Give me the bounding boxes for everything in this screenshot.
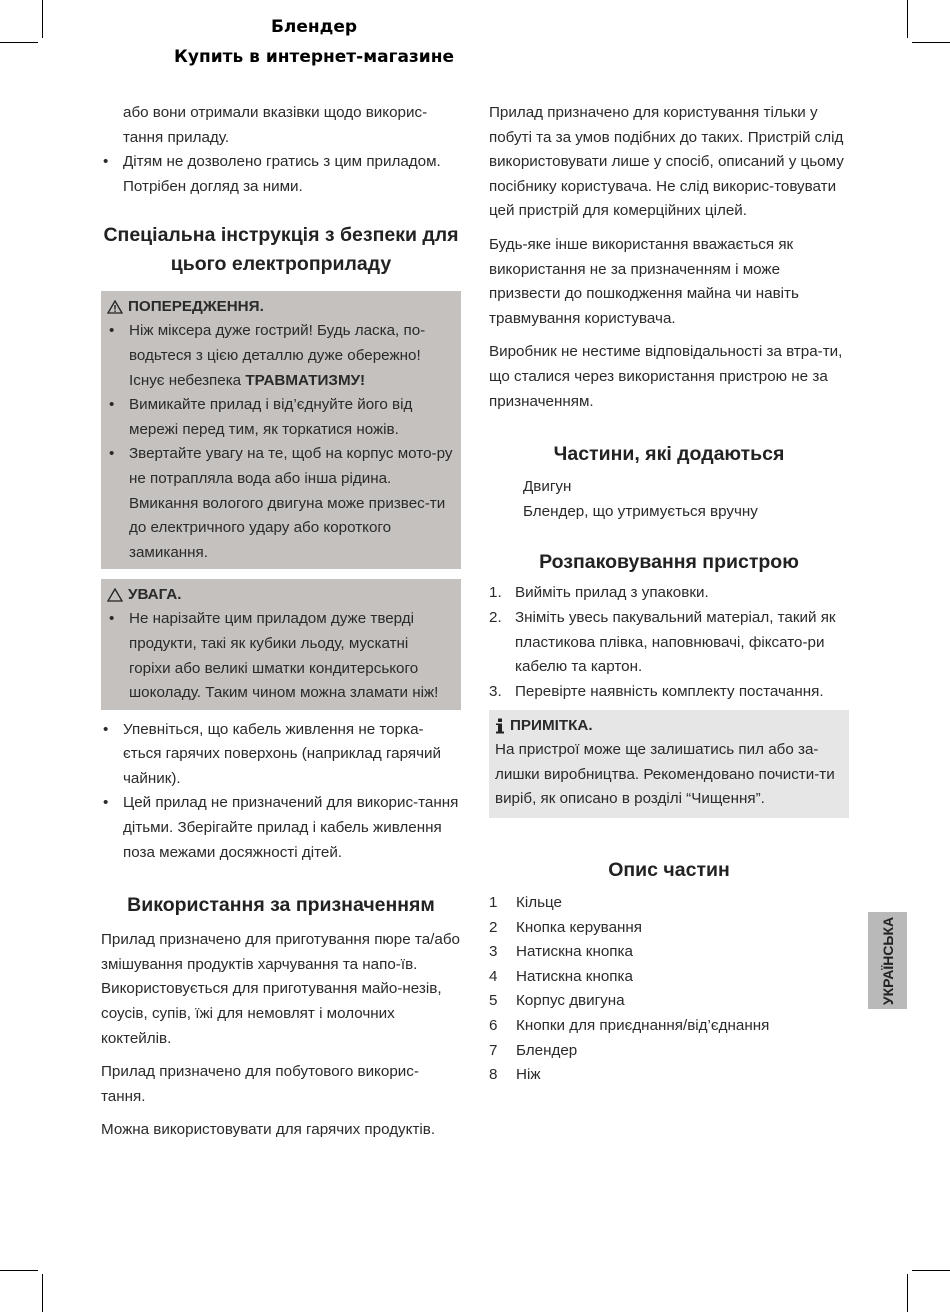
section-heading-included-parts: Частини, які додаються bbox=[553, 443, 785, 466]
section-heading-intended-use: Використання за призначенням bbox=[127, 894, 435, 917]
language-tab bbox=[868, 912, 907, 1009]
unpack-step bbox=[489, 581, 849, 606]
warning-item: • Звертайте увагу на те, щоб на корпус мото-ру не потрапляла вода або інша рідина. Вмикання вологого двигуна може призвес-ти до електричного удару або короткого замикання. bbox=[107, 442, 453, 565]
part-number: 5 bbox=[489, 992, 498, 1010]
part-item bbox=[489, 1063, 849, 1088]
part-number: 8 bbox=[489, 1066, 498, 1084]
page-header-title: Блендер bbox=[270, 17, 358, 37]
paragraph: Прилад призначено для користування тільки у побуті та за умов подібних до таких. Пристрій слід використовувати лише у спосіб, описаний у цьому посібнику користувача. Не слід викорис-товувати цей пристрій для комерційних цілей. bbox=[489, 104, 844, 220]
left-column bbox=[101, 101, 461, 1152]
paragraph: Будь-яке інше використання вважається як використання не за призначенням і може призвести до пошкодження майна чи навіть травмування користувача. bbox=[489, 235, 799, 327]
part-item bbox=[489, 1039, 849, 1064]
step-number: 1. bbox=[489, 584, 502, 602]
caution-item: • Не нарізайте цим приладом дуже тверді продукти, такі як кубики льоду, мускатні горіхи або великі шматки кондитерського шоколаду. Таким чином можна зламати ніж! bbox=[107, 607, 453, 705]
unpack-step bbox=[489, 680, 849, 705]
right-column bbox=[489, 101, 849, 1088]
caution-box bbox=[101, 579, 461, 709]
paragraph: Прилад призначено для побутового викорис-тання. bbox=[101, 1063, 419, 1105]
part-name: Блендер bbox=[516, 1041, 578, 1059]
part-name: Кільце bbox=[516, 894, 562, 912]
unpack-step bbox=[489, 606, 849, 680]
part-number: 6 bbox=[489, 1017, 498, 1035]
crop-mark bbox=[912, 42, 950, 43]
bullet-item: • Цей прилад не призначений для викорис-тання дітьми. Зберігайте прилад і кабель живлення поза межами досяжності дітей. bbox=[101, 791, 461, 865]
crop-mark bbox=[0, 42, 38, 43]
warning-title bbox=[107, 295, 453, 319]
step-text: Зніміть увесь пакувальний матеріал, такий як пластикова плівка, наповнювачі, фіксато-ри кабелю та картон. bbox=[515, 608, 836, 676]
language-tab-label: УКРАЇНСЬКА bbox=[879, 916, 896, 1005]
note-title-text: ПРИМІТКА. bbox=[510, 717, 593, 735]
paragraph: Можна використовувати для гарячих продуктів. bbox=[101, 1121, 436, 1139]
part-number: 3 bbox=[489, 943, 498, 961]
step-number: 2. bbox=[489, 608, 502, 626]
caution-title bbox=[107, 583, 453, 607]
step-text: Вийміть прилад з упаковки. bbox=[515, 584, 709, 602]
part-number: 2 bbox=[489, 918, 498, 936]
note-text: На пристрої може ще залишатись пил або за-лишки виробництва. Рекомендовано почисти-ти виріб, як описано в розділі “Чищення”. bbox=[495, 741, 835, 808]
warning-title-text: ПОПЕРЕДЖЕННЯ. bbox=[128, 298, 264, 316]
part-item bbox=[489, 916, 849, 941]
part-name: Кнопки для приєднання/від’єднання bbox=[516, 1017, 770, 1035]
part-item bbox=[489, 989, 849, 1014]
warning-box bbox=[101, 291, 461, 569]
section-heading-parts-description: Опис частин bbox=[608, 859, 730, 882]
part-item bbox=[489, 891, 849, 916]
part-item bbox=[489, 1014, 849, 1039]
warning-item bbox=[107, 319, 453, 393]
continued-text: або вони отримали вказівки щодо викорис-тання приладу. bbox=[123, 104, 428, 146]
part-item bbox=[489, 940, 849, 965]
paragraph: Прилад призначено для приготування пюре та/або змішування продуктів харчування та напо-їв. Використовується для приготування майо-незів, соусів, супів, їжі для немовлят і молочних коктейлів. bbox=[101, 931, 460, 1047]
caution-triangle-icon bbox=[107, 588, 123, 602]
crop-mark bbox=[907, 0, 908, 38]
crop-mark bbox=[0, 1270, 38, 1271]
note-title bbox=[495, 714, 841, 738]
part-name: Кнопка керування bbox=[516, 918, 643, 936]
warning-triangle-icon bbox=[107, 300, 123, 314]
crop-mark bbox=[907, 1274, 908, 1312]
warning-item-emphasis: ТРАВМАТИЗМУ! bbox=[245, 371, 366, 389]
step-text: Перевірте наявність комплекту постачання. bbox=[515, 682, 824, 700]
part-item bbox=[489, 965, 849, 990]
warning-item-text: Ніж міксера дуже гострий! Будь ласка, по-водьтеся з цією деталлю дуже обережно! Існує небезпека bbox=[129, 322, 426, 389]
included-item: Блендер, що утримується вручну bbox=[523, 502, 758, 520]
crop-mark bbox=[42, 1274, 43, 1312]
warning-item: • Вимикайте прилад і від’єднуйте його від мережі перед тим, як торкатися ножів. bbox=[107, 393, 453, 442]
info-icon bbox=[495, 718, 505, 734]
paragraph: Виробник не нестиме відповідальності за втра-ти, що сталися через використання пристрою не за призначенням. bbox=[489, 343, 843, 410]
part-name: Ніж bbox=[516, 1066, 541, 1084]
included-item: Двигун bbox=[523, 478, 572, 496]
caution-title-text: УВАГА. bbox=[128, 586, 182, 604]
part-name: Натискна кнопка bbox=[516, 967, 633, 985]
note-box bbox=[489, 710, 849, 818]
crop-mark bbox=[912, 1270, 950, 1271]
page-header-subtitle: Купить в интернет-магазине bbox=[173, 47, 454, 67]
part-name: Натискна кнопка bbox=[516, 943, 633, 961]
section-heading-unpacking: Розпаковування пристрою bbox=[539, 551, 799, 574]
part-number: 4 bbox=[489, 967, 498, 985]
step-number: 3. bbox=[489, 682, 502, 700]
bullet-item: • Упевніться, що кабель живлення не торка-ється гарячих поверхонь (наприклад гарячий чайник). bbox=[101, 718, 461, 792]
part-number: 7 bbox=[489, 1041, 498, 1059]
bullet-item: • Дітям не дозволено гратись з цим приладом. Потрібен догляд за ними. bbox=[101, 150, 461, 199]
section-heading-safety: Спеціальна інструкція з безпеки для цього електроприладу bbox=[103, 224, 459, 276]
part-number: 1 bbox=[489, 894, 498, 912]
part-name: Корпус двигуна bbox=[516, 992, 625, 1010]
